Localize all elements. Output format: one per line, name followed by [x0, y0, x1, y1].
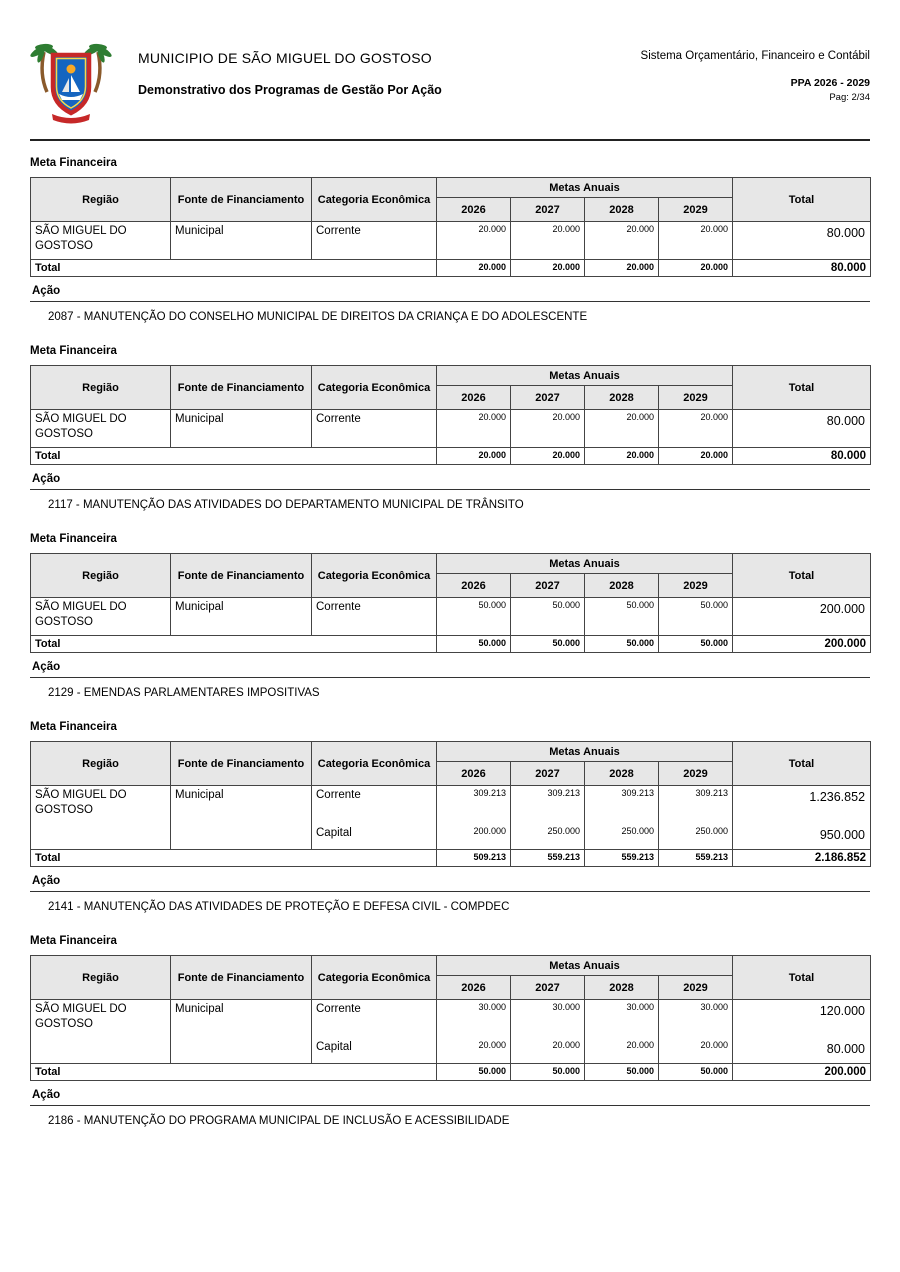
municipality-crest-logo — [30, 42, 112, 131]
col-header-year: 2028 — [585, 198, 659, 222]
col-header-year: 2026 — [437, 386, 511, 410]
col-header-year: 2027 — [511, 574, 585, 598]
meta-financeira-label: Meta Financeira — [30, 935, 117, 947]
col-header-regiao: Região — [31, 178, 171, 222]
total-label-cell: Total — [31, 448, 437, 465]
col-header-fonte: Fonte de Financiamento — [171, 742, 312, 786]
year-value-cell: 20.000 — [437, 410, 511, 448]
acao-section — [30, 282, 870, 323]
year-value-cell: 20.000 — [585, 1038, 659, 1064]
row-total-cell: 950.000 — [733, 824, 871, 850]
acao-label: Ação — [30, 470, 870, 490]
acao-section — [30, 658, 870, 699]
col-header-year: 2029 — [659, 386, 733, 410]
total-row — [31, 850, 871, 867]
col-header-year: 2027 — [511, 976, 585, 1000]
year-value-cell: 20.000 — [659, 1038, 733, 1064]
data-row — [31, 786, 871, 824]
year-value-cell: 30.000 — [511, 1000, 585, 1038]
grand-total-cell: 80.000 — [733, 260, 871, 277]
meta-financeira-section — [30, 935, 870, 1081]
year-value-cell: 30.000 — [437, 1000, 511, 1038]
year-value-cell: 20.000 — [659, 410, 733, 448]
total-year-cell: 50.000 — [585, 636, 659, 653]
year-value-cell: 50.000 — [585, 598, 659, 636]
col-header-year: 2028 — [585, 386, 659, 410]
grand-total-cell: 2.186.852 — [733, 850, 871, 867]
category-cell: Corrente — [312, 786, 437, 824]
data-row — [31, 410, 871, 448]
total-year-cell: 50.000 — [659, 1064, 733, 1081]
year-value-cell: 30.000 — [659, 1000, 733, 1038]
col-header-regiao: Região — [31, 366, 171, 410]
row-total-cell: 1.236.852 — [733, 786, 871, 824]
col-header-total: Total — [733, 956, 871, 1000]
region-cell: SÃO MIGUEL DO GOSTOSO — [31, 786, 171, 850]
acao-section — [30, 470, 870, 511]
col-header-categoria: Categoria Econômica — [312, 956, 437, 1000]
meta-financeira-table — [30, 955, 871, 1081]
total-label-cell: Total — [31, 260, 437, 277]
meta-financeira-table — [30, 177, 871, 277]
total-year-cell: 559.213 — [511, 850, 585, 867]
col-header-categoria: Categoria Econômica — [312, 178, 437, 222]
year-value-cell: 309.213 — [585, 786, 659, 824]
col-header-year: 2026 — [437, 574, 511, 598]
data-row — [31, 222, 871, 260]
meta-financeira-section — [30, 721, 870, 867]
region-cell: SÃO MIGUEL DO GOSTOSO — [31, 1000, 171, 1064]
col-header-metas-anuais: Metas Anuais — [437, 178, 733, 198]
report-title: Demonstrativo dos Programas de Gestão Por Ação — [138, 83, 442, 97]
row-total-cell: 80.000 — [733, 1038, 871, 1064]
acao-title: 2186 - MANUTENÇÃO DO PROGRAMA MUNICIPAL DE INCLUSÃO E ACESSIBILIDADE — [48, 1115, 510, 1127]
municipality-name: MUNICIPIO DE SÃO MIGUEL DO GOSTOSO — [138, 50, 432, 66]
category-cell: Corrente — [312, 1000, 437, 1038]
year-value-cell: 250.000 — [659, 824, 733, 850]
meta-financeira-label: Meta Financeira — [30, 533, 117, 545]
total-year-cell: 20.000 — [585, 260, 659, 277]
col-header-year: 2026 — [437, 976, 511, 1000]
year-value-cell: 250.000 — [511, 824, 585, 850]
region-cell: SÃO MIGUEL DO GOSTOSO — [31, 598, 171, 636]
report-body — [30, 157, 870, 1127]
meta-financeira-section — [30, 157, 870, 277]
col-header-metas-anuais: Metas Anuais — [437, 366, 733, 386]
total-label-cell: Total — [31, 1064, 437, 1081]
data-row — [31, 1000, 871, 1038]
year-value-cell: 20.000 — [585, 410, 659, 448]
total-year-cell: 559.213 — [585, 850, 659, 867]
col-header-regiao: Região — [31, 742, 171, 786]
meta-financeira-label: Meta Financeira — [30, 157, 117, 169]
funding-source-cell: Municipal — [171, 222, 312, 260]
category-cell: Corrente — [312, 410, 437, 448]
total-year-cell: 20.000 — [659, 260, 733, 277]
acao-section — [30, 872, 870, 913]
meta-financeira-label: Meta Financeira — [30, 721, 117, 733]
col-header-year: 2029 — [659, 762, 733, 786]
col-header-year: 2026 — [437, 198, 511, 222]
category-cell: Capital — [312, 1038, 437, 1064]
col-header-fonte: Fonte de Financiamento — [171, 554, 312, 598]
total-year-cell: 50.000 — [585, 1064, 659, 1081]
acao-title: 2087 - MANUTENÇÃO DO CONSELHO MUNICIPAL DE DIREITOS DA CRIANÇA E DO ADOLESCENTE — [48, 311, 588, 323]
row-total-cell: 200.000 — [733, 598, 871, 636]
row-total-cell: 80.000 — [733, 222, 871, 260]
total-row — [31, 448, 871, 465]
acao-label: Ação — [30, 658, 870, 678]
col-header-total: Total — [733, 366, 871, 410]
col-header-categoria: Categoria Econômica — [312, 742, 437, 786]
col-header-total: Total — [733, 742, 871, 786]
meta-financeira-label: Meta Financeira — [30, 345, 117, 357]
col-header-year: 2028 — [585, 574, 659, 598]
funding-source-cell: Municipal — [171, 598, 312, 636]
year-value-cell: 20.000 — [511, 222, 585, 260]
meta-financeira-table — [30, 365, 871, 465]
year-value-cell: 309.213 — [659, 786, 733, 824]
grand-total-cell: 200.000 — [733, 1064, 871, 1081]
acao-title: 2141 - MANUTENÇÃO DAS ATIVIDADES DE PROTEÇÃO E DEFESA CIVIL - COMPDEC — [48, 901, 510, 913]
crest-icon — [30, 42, 112, 126]
data-row — [31, 598, 871, 636]
year-value-cell: 20.000 — [437, 1038, 511, 1064]
meta-financeira-section — [30, 345, 870, 465]
category-cell: Corrente — [312, 598, 437, 636]
total-year-cell: 509.213 — [437, 850, 511, 867]
year-value-cell: 50.000 — [659, 598, 733, 636]
category-cell: Capital — [312, 824, 437, 850]
year-value-cell: 20.000 — [437, 222, 511, 260]
total-year-cell: 50.000 — [511, 636, 585, 653]
total-year-cell: 20.000 — [585, 448, 659, 465]
col-header-fonte: Fonte de Financiamento — [171, 178, 312, 222]
year-value-cell: 50.000 — [437, 598, 511, 636]
col-header-year: 2028 — [585, 762, 659, 786]
col-header-year: 2027 — [511, 198, 585, 222]
year-value-cell: 309.213 — [437, 786, 511, 824]
col-header-fonte: Fonte de Financiamento — [171, 366, 312, 410]
col-header-metas-anuais: Metas Anuais — [437, 742, 733, 762]
year-value-cell: 50.000 — [511, 598, 585, 636]
total-row — [31, 636, 871, 653]
system-name: Sistema Orçamentário, Financeiro e Contábil — [640, 50, 870, 62]
col-header-categoria: Categoria Econômica — [312, 366, 437, 410]
col-header-fonte: Fonte de Financiamento — [171, 956, 312, 1000]
acao-label: Ação — [30, 1086, 870, 1106]
funding-source-cell: Municipal — [171, 786, 312, 850]
col-header-total: Total — [733, 554, 871, 598]
grand-total-cell: 80.000 — [733, 448, 871, 465]
col-header-regiao: Região — [31, 554, 171, 598]
grand-total-cell: 200.000 — [733, 636, 871, 653]
total-year-cell: 559.213 — [659, 850, 733, 867]
col-header-categoria: Categoria Econômica — [312, 554, 437, 598]
col-header-metas-anuais: Metas Anuais — [437, 956, 733, 976]
header-meta — [641, 50, 870, 103]
year-value-cell: 30.000 — [585, 1000, 659, 1038]
year-value-cell: 309.213 — [511, 786, 585, 824]
col-header-year: 2029 — [659, 574, 733, 598]
total-year-cell: 50.000 — [511, 1064, 585, 1081]
row-total-cell: 80.000 — [733, 410, 871, 448]
total-row — [31, 260, 871, 277]
col-header-year: 2029 — [659, 198, 733, 222]
total-year-cell: 20.000 — [437, 260, 511, 277]
year-value-cell: 200.000 — [437, 824, 511, 850]
year-value-cell: 20.000 — [511, 1038, 585, 1064]
col-header-year: 2028 — [585, 976, 659, 1000]
total-label-cell: Total — [31, 850, 437, 867]
acao-label: Ação — [30, 282, 870, 302]
funding-source-cell: Municipal — [171, 1000, 312, 1064]
col-header-regiao: Região — [31, 956, 171, 1000]
total-year-cell: 50.000 — [437, 636, 511, 653]
region-cell: SÃO MIGUEL DO GOSTOSO — [31, 410, 171, 448]
total-year-cell: 20.000 — [511, 448, 585, 465]
total-year-cell: 20.000 — [437, 448, 511, 465]
total-row — [31, 1064, 871, 1081]
header-titles — [138, 42, 641, 97]
col-header-year: 2027 — [511, 386, 585, 410]
meta-financeira-table — [30, 553, 871, 653]
year-value-cell: 250.000 — [585, 824, 659, 850]
funding-source-cell: Municipal — [171, 410, 312, 448]
year-value-cell: 20.000 — [659, 222, 733, 260]
year-value-cell: 20.000 — [585, 222, 659, 260]
total-year-cell: 50.000 — [437, 1064, 511, 1081]
total-label-cell: Total — [31, 636, 437, 653]
row-total-cell: 120.000 — [733, 1000, 871, 1038]
acao-section — [30, 1086, 870, 1127]
col-header-total: Total — [733, 178, 871, 222]
col-header-year: 2026 — [437, 762, 511, 786]
total-year-cell: 20.000 — [511, 260, 585, 277]
category-cell: Corrente — [312, 222, 437, 260]
col-header-metas-anuais: Metas Anuais — [437, 554, 733, 574]
meta-financeira-section — [30, 533, 870, 653]
year-value-cell: 20.000 — [511, 410, 585, 448]
region-cell: SÃO MIGUEL DO GOSTOSO — [31, 222, 171, 260]
page-number: Pag: 2/34 — [829, 92, 870, 103]
acao-title: 2129 - EMENDAS PARLAMENTARES IMPOSITIVAS — [48, 687, 320, 699]
acao-label: Ação — [30, 872, 870, 892]
meta-financeira-table — [30, 741, 871, 867]
acao-title: 2117 - MANUTENÇÃO DAS ATIVIDADES DO DEPARTAMENTO MUNICIPAL DE TRÂNSITO — [48, 499, 524, 511]
ppa-range: PPA 2026 - 2029 — [790, 77, 870, 89]
total-year-cell: 50.000 — [659, 636, 733, 653]
col-header-year: 2029 — [659, 976, 733, 1000]
total-year-cell: 20.000 — [659, 448, 733, 465]
report-header — [30, 0, 870, 141]
col-header-year: 2027 — [511, 762, 585, 786]
